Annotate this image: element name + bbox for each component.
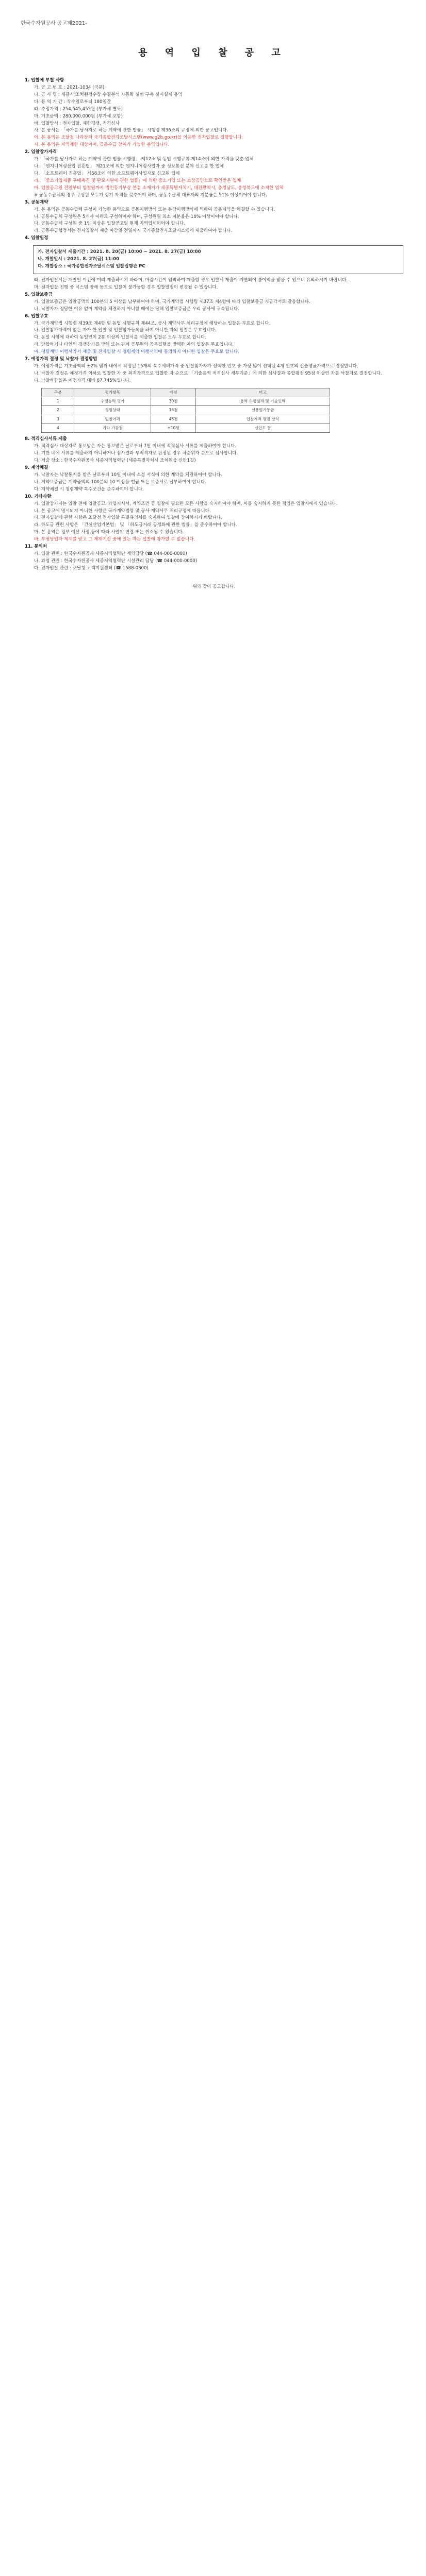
section-9-list — [25, 472, 403, 494]
table-header-cell: 평가항목 — [74, 388, 151, 397]
list-item: 마. 기초금액 : 280,000,000원 (부가세 포함) — [34, 113, 123, 119]
table-cell: 2 — [42, 406, 74, 415]
list-item: 다. 전자입찰에 관한 사항은 조달청 전자입찰 특별유의서를 숙지하여 입찰에 참여하시기 바랍니다. — [34, 515, 222, 521]
list-item: 다. 용 역 기 간 : 착수일로부터 180일간 — [34, 99, 111, 105]
table-body — [42, 397, 330, 433]
list-item: 마. 본 용역은 정부 예산 사정 등에 따라 사업이 변경 또는 취소될 수 있습니다. — [34, 530, 184, 535]
table-header-cell: 구분 — [42, 388, 74, 397]
table-cell: 경영상태 — [74, 406, 151, 415]
table-cell: 신용평가등급 — [195, 406, 330, 415]
list-item: 나. 과업 관련 : 한국수자원공사 세종지역협력단 시설관리 담당 (☎ 044-000-0000) — [34, 558, 198, 564]
list-item: 가. 「국가를 당사자로 하는 계약에 관한 법률 시행령」 제12조 및 동법 시행규칙 제14조에 의한 자격을 갖춘 업체 — [34, 157, 254, 162]
table-cell: 45점 — [151, 415, 196, 423]
list-item: 다. 공동수급체 구성원 중 1인 이상은 입찰공고일 현재 지역업체이어야 합니다. — [34, 221, 185, 227]
section-heading: 5. 입찰보증금 — [25, 292, 53, 297]
list-item: 바. 입찰방식 : 전자입찰, 제한경쟁, 적격심사 — [34, 121, 120, 126]
section-heading: 6. 입찰무효 — [25, 313, 48, 319]
list-item: 가. 공 고 번 호 : 2021-1034 (국문) — [34, 84, 105, 90]
table-cell: 입찰가격 평점 산식 — [195, 415, 330, 423]
list-item: 마. 입찰공고일 전일부터 입찰일까지 법인등기부상 본점 소재지가 세종특별자치시, 대전광역시, 충청남도, 충청북도에 소재한 업체 — [34, 185, 284, 191]
section-heading: 1. 입찰에 부칠 사항 — [25, 78, 64, 83]
section-heading: 11. 문의처 — [25, 544, 47, 550]
section-10-highlight: 바. 부정당업자 제재를 받고 그 제재기간 중에 있는 자는 입찰에 참가할 수 없습니다. — [34, 537, 195, 543]
list-item: 가. 낙찰자는 낙찰통지를 받은 날로부터 10일 이내에 소정 서식에 의한 계약을 체결하여야 합니다. — [34, 472, 222, 478]
list-item: 나. 「엔지니어링산업 진흥법」 제21조에 의한 엔지니어링사업자 중 정보통신 분야 신고를 한 업체 — [34, 164, 224, 170]
list-item: 가. 예정가격은 기초금액의 ±2% 범위 내에서 작성된 15개의 복수예비가격 중 입찰참가자가 선택한 번호 중 가장 많이 선택된 4개 번호의 산술평균가격으로 결정합니다. — [34, 364, 358, 369]
table-cell: 입찰가격 — [74, 415, 151, 423]
list-item: 나. 공동수급체 구성원은 5개사 이하로 구성하여야 하며, 구성원별 최소 지분율은 10% 이상이어야 합니다. — [34, 214, 239, 219]
list-item: 가. 입찰보증금은 입찰금액의 100분의 5 이상을 납부하여야 하며, 국가계약법 시행령 제37조 제4항에 따라 입찰보증금 지급각서로 갈음합니다. — [34, 299, 310, 304]
section-heading: 2. 입찰참가자격 — [25, 149, 57, 155]
table-cell: 용역 수행실적 및 기술인력 — [195, 397, 330, 406]
table-cell: 3 — [42, 415, 74, 423]
table-cell: 기타 가감점 — [74, 423, 151, 432]
table-cell: 신인도 등 — [195, 423, 330, 432]
list-item: 나. 계약보증금은 계약금액의 100분의 10 이상을 현금 또는 보증서로 납부하여야 합니다. — [34, 479, 207, 485]
section-5-list — [25, 299, 403, 313]
section-1-highlight — [25, 134, 403, 149]
evaluation-table — [41, 388, 330, 433]
table-cell: 4 — [42, 423, 74, 432]
list-item: 다. 「소프트웨어 진흥법」 제58조에 의한 소프트웨어사업자로 신고된 업체 — [34, 171, 180, 176]
section-11-list — [25, 551, 403, 572]
list-item: 다. 전자입찰 관련 : 조달청 고객지원센터 (☎ 1588-0800) — [34, 565, 149, 571]
document-body — [25, 77, 403, 591]
list-item: 다. 낙찰하한율은 예정가격 대비 87.745%입니다. — [34, 378, 131, 383]
list-item: 자. 본 용역은 지역제한 대상이며, 공동수급 참여가 가능한 용역입니다. — [34, 142, 170, 148]
section-heading: 7. 예정가격 결정 및 낙찰자 결정방법 — [25, 357, 97, 362]
table-cell: 30점 — [151, 397, 196, 406]
list-item: 라. 추정가격 : 254,545,455원 (부가세 별도) — [34, 106, 123, 112]
section-1-list — [25, 84, 403, 134]
section-heading: 10. 기타사항 — [25, 494, 52, 499]
table-cell: 수행능력 평가 — [74, 397, 151, 406]
table-header-row — [42, 388, 330, 397]
closing-text: 위와 같이 공고합니다. — [192, 584, 236, 589]
list-item: 가. 전자입찰서 제출기간 : 2021. 8. 20(금) 10:00 ~ 2021. 8. 27(금) 10:00 — [38, 249, 201, 255]
list-item: 사. 본 공사는 「국가를 당사자로 하는 계약에 관한 법률」 시행령 제36조의 규정에 의한 공고입니다. — [34, 128, 228, 133]
list-item: 나. 낙찰자가 정당한 이유 없이 계약을 체결하지 아니할 때에는 당해 입찰보증금은 우리 공사에 귀속됩니다. — [34, 306, 239, 312]
list-item: 라. 전자입찰서는 개찰일 이전에 미리 제출하시기 바라며, 마감시간이 임박하여 제출할 경우 입찰서 제출이 지연되어 불이익을 받을 수 있으니 유의하시기 바랍니다. — [34, 277, 348, 283]
schedule-box — [33, 245, 403, 274]
list-item: 라. 「중소기업제품 구매촉진 및 판로지원에 관한 법률」에 의한 중소기업 또는 소상공인으로 확인받은 업체 — [34, 178, 241, 183]
section-heading: 4. 입찰일정 — [25, 235, 48, 241]
page-title: 용 역 입 찰 공 고 — [138, 47, 288, 58]
table-cell: 1 — [42, 397, 74, 406]
list-item: 라. 담합하거나 타인의 경쟁참가를 방해 또는 관계 공무원의 공무집행을 방해한 자의 입찰은 무효입니다. — [34, 342, 234, 348]
table-row — [42, 415, 330, 423]
list-item: 가. 입찰 관련 : 한국수자원공사 세종지역협력단 계약담당 (☎ 044-000-0000) — [34, 551, 187, 557]
list-item: 나. 기한 내에 서류를 제출하지 아니하거나 심사결과 부적격자로 판정된 경우 차순위자 순으로 심사합니다. — [34, 451, 238, 456]
section-10-list — [25, 501, 403, 537]
list-item: 가. 국가계약법 시행령 제39조 제4항 및 동법 시행규칙 제44조, 공사 계약사무 처리규정에 해당하는 입찰은 무효로 합니다. — [34, 320, 271, 326]
section-6-list — [25, 320, 403, 349]
document-reference: 한국수자원공사 공고제2021- — [21, 21, 87, 26]
list-item: 나. 낙찰자 결정은 예정가격 이하로 입찰한 자 중 최저가격으로 입찰한 자 순으로 「기술용역 적격심사 세부기준」에 의한 심사결과 종합평점 95점 이상인 자를 낙찰자로 결정합니다. — [34, 370, 382, 376]
table-header-cell: 비고 — [195, 388, 330, 397]
list-item: 다. 제출 장소 : 한국수자원공사 세종지역협력단 (세종특별자치시 조치원읍 신안1길) — [34, 458, 196, 464]
section-2-list — [25, 156, 403, 178]
list-item: 나. 개찰일시 : 2021. 8. 27(금) 11:00 — [38, 257, 120, 262]
list-item: 다. 개찰장소 : 국가종합전자조달시스템 입찰집행관 PC — [38, 264, 145, 269]
list-item: 다. 동일 사항에 대하여 동일인이 2통 이상의 입찰서를 제출한 입찰은 모두 무효로 합니다. — [34, 335, 207, 341]
list-item: 나. 공 사 명 : 세종시 조치원정수장 수질분석 자동화 설비 구축 실시설계 용역 — [34, 92, 183, 97]
table-row — [42, 397, 330, 406]
section-3-list — [25, 207, 403, 235]
list-item: 라. 하도급 관련 사항은 「건설산업기본법」 및 「하도급거래 공정화에 관한 법률」을 준수하여야 합니다. — [34, 522, 237, 528]
list-item: 마. 전자입찰 진행 중 시스템 장애 등으로 입찰이 불가능할 경우 입찰일정이 변경될 수 있습니다. — [34, 284, 218, 290]
list-item: 라. 공동수급협정서는 전자입찰서 제출 마감일 전일까지 국가종합전자조달시스템에 제출하여야 합니다. — [34, 228, 233, 234]
table-cell: 15점 — [151, 406, 196, 415]
section-2-highlight — [25, 178, 403, 192]
section-6-highlight: 마. 청렴계약 이행서약서 제출 및 전자입찰 시 청렴계약 이행서약에 동의하지 아니한 입찰은 무효로 합니다. — [34, 349, 239, 355]
section-heading: 8. 적격심사서류 제출 — [25, 436, 67, 442]
section-heading: 3. 공동계약 — [25, 199, 48, 205]
list-item: 나. 입찰참가자격이 없는 자가 한 입찰 및 입찰참가등록을 하지 아니한 자의 입찰은 무효입니다. — [34, 328, 217, 333]
section-note: ※ 공동수급체의 경우 구성원 모두가 상기 자격을 갖추어야 하며, 공동수급체 대표자의 지분율은 51% 이상이어야 합니다. — [34, 192, 267, 198]
list-item: 가. 본 용역은 공동수급체 구성이 가능한 용역으로 공동이행방식 또는 분담이행방식에 의하여 공동계약을 체결할 수 있습니다. — [34, 207, 275, 212]
list-item: 가. 적격심사 대상자로 통보받은 자는 통보받은 날로부터 7일 이내에 적격심사 서류를 제출하여야 합니다. — [34, 444, 237, 449]
list-item: 가. 입찰참가자는 입찰 전에 입찰공고, 과업지시서, 계약조건 등 입찰에 필요한 모든 사항을 숙지하여야 하며, 이를 숙지하지 못한 책임은 입찰자에게 있습니다. — [34, 501, 338, 506]
table-row — [42, 423, 330, 432]
table-header-cell: 배점 — [151, 388, 196, 397]
list-item: 아. 본 용역은 조달청 나라장터 국가종합전자조달시스템(www.g2b.go.kr)을 이용한 전자입찰로 집행합니다. — [34, 135, 243, 141]
section-7-list — [25, 363, 403, 385]
section-heading: 9. 계약체결 — [25, 465, 48, 470]
list-item: 나. 본 공고에 명시되지 아니한 사항은 국가계약법령 및 공사 계약사무 처리규정에 따릅니다. — [34, 508, 211, 514]
table-cell: ±10점 — [151, 423, 196, 432]
section-4-list — [25, 277, 403, 292]
table-row — [42, 406, 330, 415]
section-8-list — [25, 443, 403, 465]
list-item: 다. 계약체결 시 청렴계약 특수조건을 준수하여야 합니다. — [34, 486, 144, 492]
